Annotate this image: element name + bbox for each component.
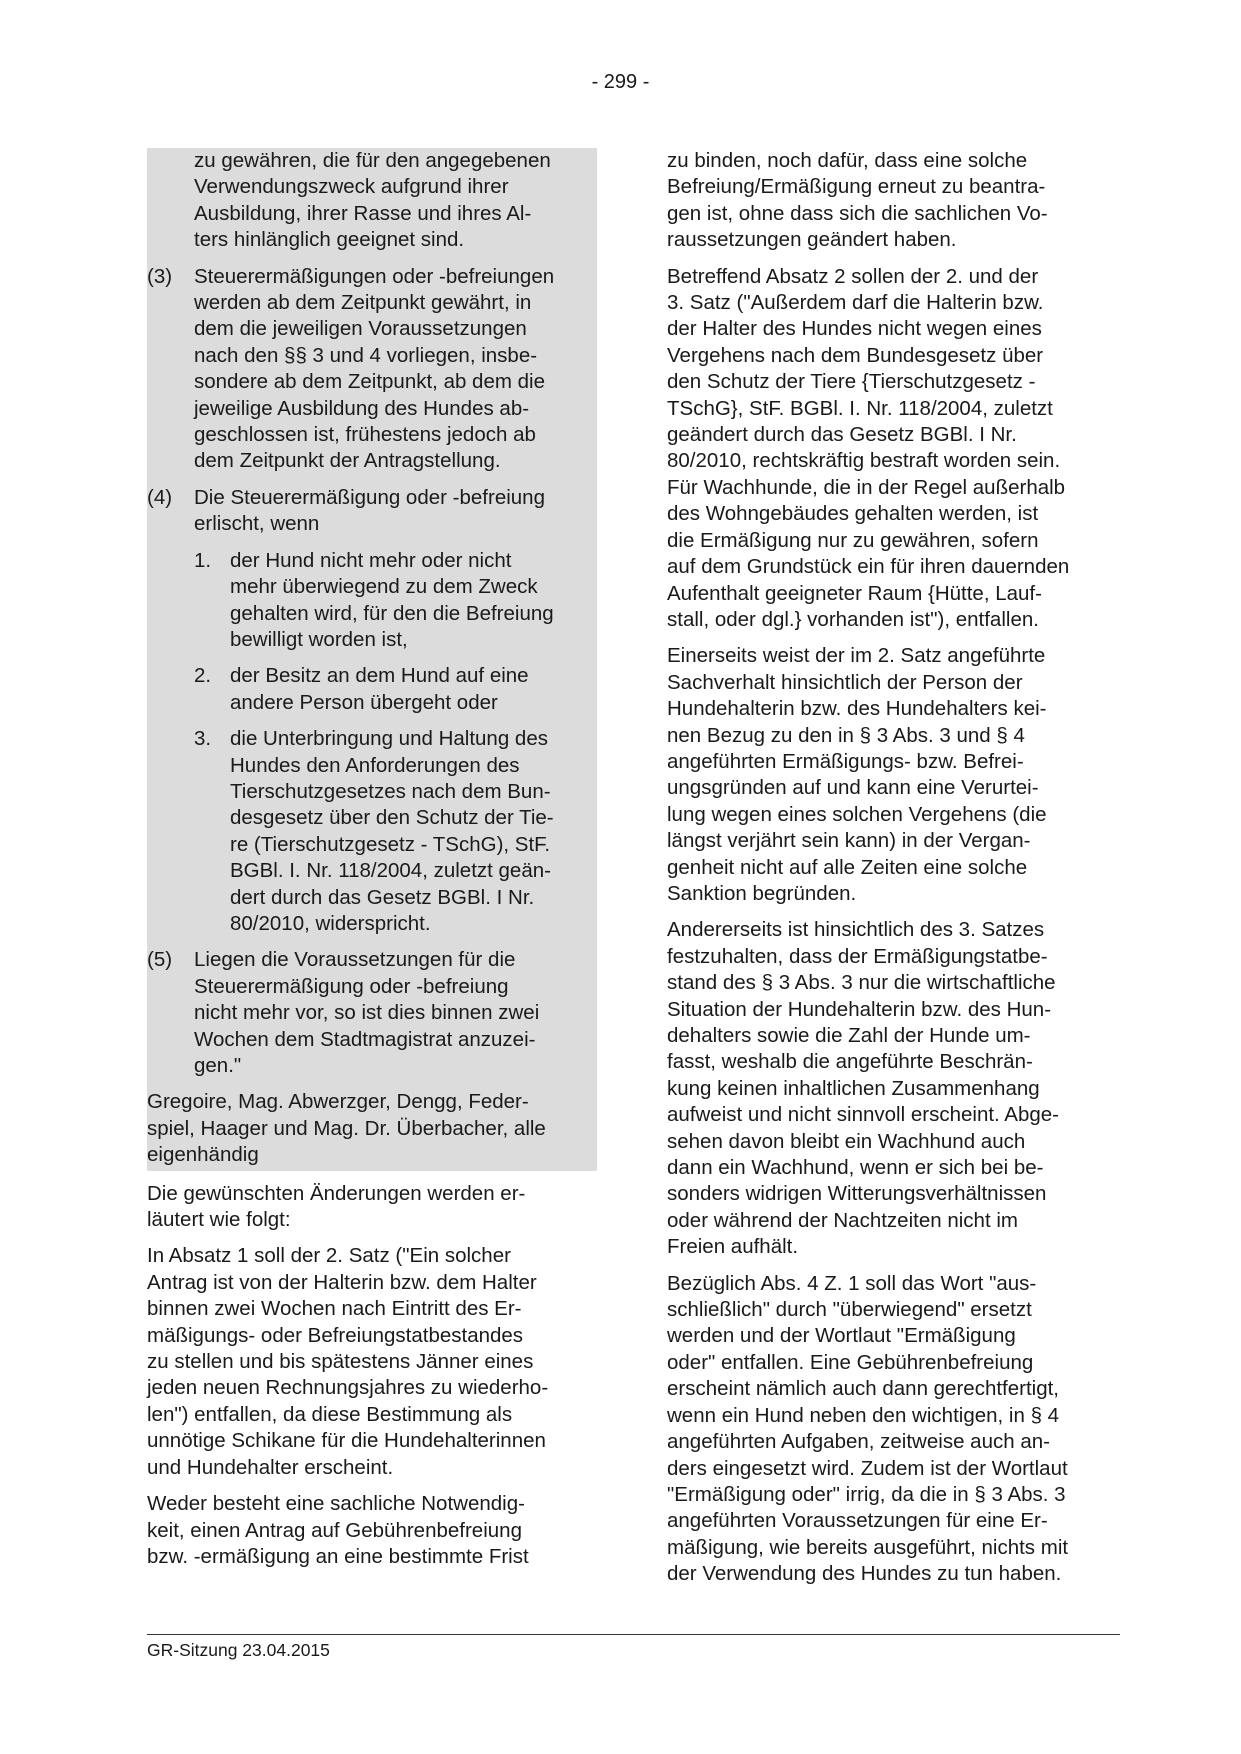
explanation-paragraph (667, 643, 1119, 907)
text-line: sehen davon bleibt ein Wachhund auch (667, 1129, 1026, 1153)
text-line: mehr überwiegend zu dem Zweck (230, 575, 538, 599)
explanation-paragraph (667, 264, 1119, 634)
text-line: Sanktion begründen. (667, 881, 857, 905)
text-line: der Verwendung des Hundes zu tun haben. (667, 1562, 1062, 1586)
text-line: aufweist und nicht sinnvoll erscheint. Abge- (667, 1103, 1060, 1127)
text-line: Hundes den Anforderungen des (230, 753, 520, 777)
text-line: Hundehalterin bzw. des Hundehalters kei- (667, 697, 1047, 721)
text-line: unnötige Schikane für die Hundehalterinnen (147, 1429, 546, 1453)
text-line: raussetzungen geändert haben. (667, 228, 957, 252)
text-line: dehalters sowie die Zahl der Hunde um- (667, 1024, 1031, 1047)
text-line: den Schutz der Tiere {Tierschutzgesetz - (667, 370, 1036, 394)
explanation-paragraph (667, 917, 1119, 1260)
text-line: Sachverhalt hinsichtlich der Person der (667, 670, 1023, 694)
text-line: Situation der Hundehalterin bzw. des Hun- (667, 997, 1052, 1021)
text-line: jeden neuen Rechnungsjahres zu wiederho- (147, 1376, 549, 1400)
text-line: Einerseits weist der im 2. Satz angeführte (667, 644, 1046, 668)
text-line: gen." (194, 1054, 242, 1077)
text-line: die Ermäßigung nur zu gewähren, sofern (667, 528, 1039, 552)
text-line: des Wohngebäudes gehalten werden, ist (667, 502, 1039, 526)
text-line: sondere ab dem Zeitpunkt, ab dem die (194, 370, 545, 394)
text-line: ters hinlänglich geeignet sind. (194, 228, 465, 252)
text-line: re (Tierschutzgesetz - TSchG), StF. (230, 832, 551, 856)
text-line: eigenhändig (147, 1143, 259, 1167)
text-line: Weder besteht eine sachliche Notwendig- (147, 1492, 525, 1516)
text-line: oder" entfallen. Eine Gebührenbefreiung (667, 1350, 1034, 1374)
text-line: nen Bezug zu den in § 3 Abs. 3 und § 4 (667, 723, 1025, 747)
text-line: jeweilige Ausbildung des Hundes ab- (194, 396, 530, 420)
text-line: Verwendungszweck aufgrund ihrer (194, 175, 509, 199)
text-line: fasst, weshalb die angeführte Beschrän- (667, 1050, 1033, 1074)
text-line: In Absatz 1 soll der 2. Satz ("Ein solcher (147, 1244, 511, 1268)
paragraph-4 (147, 485, 597, 538)
signatories (147, 1089, 597, 1170)
text-line: stall, oder dgl.} vorhanden ist"), entfallen. (667, 607, 1039, 631)
text-line: Befreiung/Ermäßigung erneut zu beantra- (667, 175, 1046, 199)
left-column (147, 148, 598, 1570)
text-line: zu binden, noch dafür, dass eine solche (667, 149, 1028, 172)
text-line: Gregoire, Mag. Abwerzger, Dengg, Feder- (147, 1090, 529, 1114)
text-line: desgesetz über den Schutz der Tie- (230, 806, 554, 830)
text-line: 3. Satz ("Außerdem darf die Halterin bzw. (667, 291, 1044, 315)
text-line: spiel, Haager und Mag. Dr. Überbacher, alle (147, 1116, 546, 1140)
text-line: Aufenthalt geeigneter Raum {Hütte, Lauf- (667, 581, 1042, 605)
list-item-3 (147, 726, 597, 937)
text-line: werden ab dem Zeitpunkt gewährt, in (194, 291, 532, 315)
paragraph-number: (4) (147, 485, 173, 509)
text-line: Wochen dem Stadtmagistrat anzuzei- (194, 1027, 536, 1051)
text-line: lung wegen eines solchen Vergehens (die (667, 802, 1047, 826)
text-line: Ausbildung, ihrer Rasse und ihres Al- (194, 201, 532, 225)
text-line: angeführten Voraussetzungen für eine Er- (667, 1509, 1048, 1533)
paragraph-number: (5) (147, 948, 173, 972)
text-line: Antrag ist von der Halterin bzw. dem Halter (147, 1270, 537, 1294)
text-line: geschlossen ist, frühestens jedoch ab (194, 423, 536, 447)
text-line: festzuhalten, dass der Ermäßigungstatbe- (667, 944, 1048, 968)
explanation-paragraph (147, 1243, 598, 1481)
text-line: Die Steuerermäßigung oder -befreiung (194, 485, 545, 509)
text-line: gen ist, ohne dass sich die sachlichen Vo- (667, 201, 1048, 225)
paragraph-5 (147, 947, 597, 1079)
text-line: zu gewähren, die für den angegebenen (194, 149, 551, 172)
list-text (230, 548, 597, 654)
list-item-1 (147, 548, 597, 654)
text-line: der Hund nicht mehr oder nicht (230, 548, 512, 572)
text-line: genheit nicht auf alle Zeiten eine solche (667, 855, 1028, 879)
text-line: die Unterbringung und Haltung des (230, 727, 548, 751)
paragraph-text (194, 947, 597, 1079)
text-line: Tierschutzgesetzes nach dem Bun- (230, 779, 551, 803)
text-line: angeführten Ermäßigungs- bzw. Befrei- (667, 749, 1024, 773)
text-line: sonders widrigen Witterungsverhältnissen (667, 1182, 1047, 1206)
text-line: Die gewünschten Änderungen werden er- (147, 1181, 526, 1205)
list-number: 2. (194, 664, 212, 688)
text-line: mäßigungs- oder Befreiungstatbestandes (147, 1323, 524, 1347)
text-line: werden und der Wortlaut "Ermäßigung (667, 1324, 1016, 1348)
paragraph-number: (3) (147, 264, 173, 288)
explanation-paragraph (667, 1271, 1119, 1588)
explanation-paragraph (147, 1491, 598, 1570)
text-line: oder während der Nachtzeiten nicht im (667, 1208, 1018, 1232)
text-line: ders eingesetzt wird. Zudem ist der Wortlaut (667, 1456, 1068, 1480)
list-text (230, 726, 597, 937)
list-number: 1. (194, 548, 212, 572)
text-line: Freien aufhält. (667, 1235, 799, 1259)
text-line: mäßigung, wie bereits ausgeführt, nichts mit (667, 1535, 1069, 1559)
text-line: Andererseits ist hinsichtlich des 3. Satzes (667, 918, 1045, 942)
text-line: andere Person übergeht oder (230, 690, 498, 714)
footer-divider (147, 1634, 1120, 1635)
text-line: geändert durch das Gesetz BGBl. I Nr. (667, 423, 1017, 447)
text-line: ungsgründen auf und kann eine Verurtei- (667, 776, 1039, 800)
list-item-2 (147, 663, 597, 716)
text-line: binnen zwei Wochen nach Eintritt des Er- (147, 1297, 522, 1321)
text-line: nach den §§ 3 und 4 vorliegen, insbe- (194, 343, 538, 367)
paragraph-text (194, 485, 597, 538)
text-line: dem Zeitpunkt der Antragstellung. (194, 449, 501, 473)
continued-paragraph (147, 148, 597, 254)
text-line: der Halter des Hundes nicht wegen eines (667, 317, 1042, 341)
text-line: wenn ein Hund neben den wichtigen, in § 4 (667, 1403, 1060, 1427)
text-line: 80/2010, rechtskräftig bestraft worden sein. (667, 449, 1061, 473)
text-line: zu stellen und bis spätestens Jänner eines (147, 1350, 534, 1374)
text-line: Liegen die Voraussetzungen für die (194, 948, 516, 972)
text-line: bzw. -ermäßigung an eine bestimmte Frist (147, 1544, 529, 1568)
text-line: dem die jeweiligen Voraussetzungen (194, 317, 527, 341)
text-line: Steuerermäßigung oder -befreiung (194, 974, 509, 998)
paragraph-3 (147, 264, 597, 475)
list-number: 3. (194, 727, 212, 751)
text-line: erlischt, wenn (194, 512, 320, 536)
text-line: erscheint nämlich auch dann gerechtfertigt, (667, 1377, 1060, 1401)
text-line: angeführten Aufgaben, zeitweise auch an- (667, 1430, 1050, 1454)
text-line: kung keinen inhaltlichen Zusammenhang (667, 1076, 1040, 1100)
paragraph-text (194, 264, 597, 475)
text-line: BGBl. I. Nr. 118/2004, zuletzt geän- (230, 859, 551, 883)
text-line: bewilligt worden ist, (230, 627, 408, 651)
text-line: dert durch das Gesetz BGBl. I Nr. (230, 885, 535, 909)
explanation-intro (147, 1181, 598, 1234)
text-line: keit, einen Antrag auf Gebührenbefreiung (147, 1518, 522, 1542)
text-line: läutert wie folgt: (147, 1208, 291, 1232)
text-line: Steuerermäßigungen oder -befreiungen (194, 264, 555, 288)
page-number: - 299 - (591, 71, 650, 93)
text-line: Bezüglich Abs. 4 Z. 1 soll das Wort "aus- (667, 1271, 1037, 1295)
text-line: len") entfallen, da diese Bestimmung als (147, 1402, 513, 1426)
amendment-text-block (147, 148, 597, 1171)
text-line: Für Wachhunde, die in der Regel außerhalb (667, 475, 1066, 499)
text-line: schließlich" durch "überwiegend" ersetzt (667, 1298, 1032, 1322)
text-line: auf dem Grundstück ein für ihren dauernden (667, 555, 1070, 579)
text-line: und Hundehalter erscheint. (147, 1455, 394, 1479)
text-line: längst verjährt sein kann) in der Vergan- (667, 829, 1031, 853)
footer-session-date: GR-Sitzung 23.04.2015 (147, 1640, 330, 1660)
text-line: der Besitz an dem Hund auf eine (230, 664, 529, 688)
text-line: "Ermäßigung oder" irrig, da die in § 3 Abs. 3 (667, 1482, 1066, 1506)
text-line: nicht mehr vor, so ist dies binnen zwei (194, 1001, 540, 1025)
text-line: TSchG}, StF. BGBl. I. Nr. 118/2004, zuletzt (667, 396, 1053, 420)
text-line: Betreffend Absatz 2 sollen der 2. und der (667, 264, 1039, 288)
right-column (667, 148, 1119, 1588)
text-line: stand des § 3 Abs. 3 nur die wirtschaftliche (667, 971, 1056, 995)
text-line: 80/2010, widerspricht. (230, 911, 431, 935)
text-line: Vergehens nach dem Bundesgesetz über (667, 343, 1044, 367)
text-line: dann ein Wachhund, wenn er sich bei be- (667, 1156, 1044, 1180)
explanation-paragraph (667, 148, 1119, 254)
list-text (230, 663, 597, 716)
text-line: gehalten wird, für den die Befreiung (230, 601, 554, 625)
